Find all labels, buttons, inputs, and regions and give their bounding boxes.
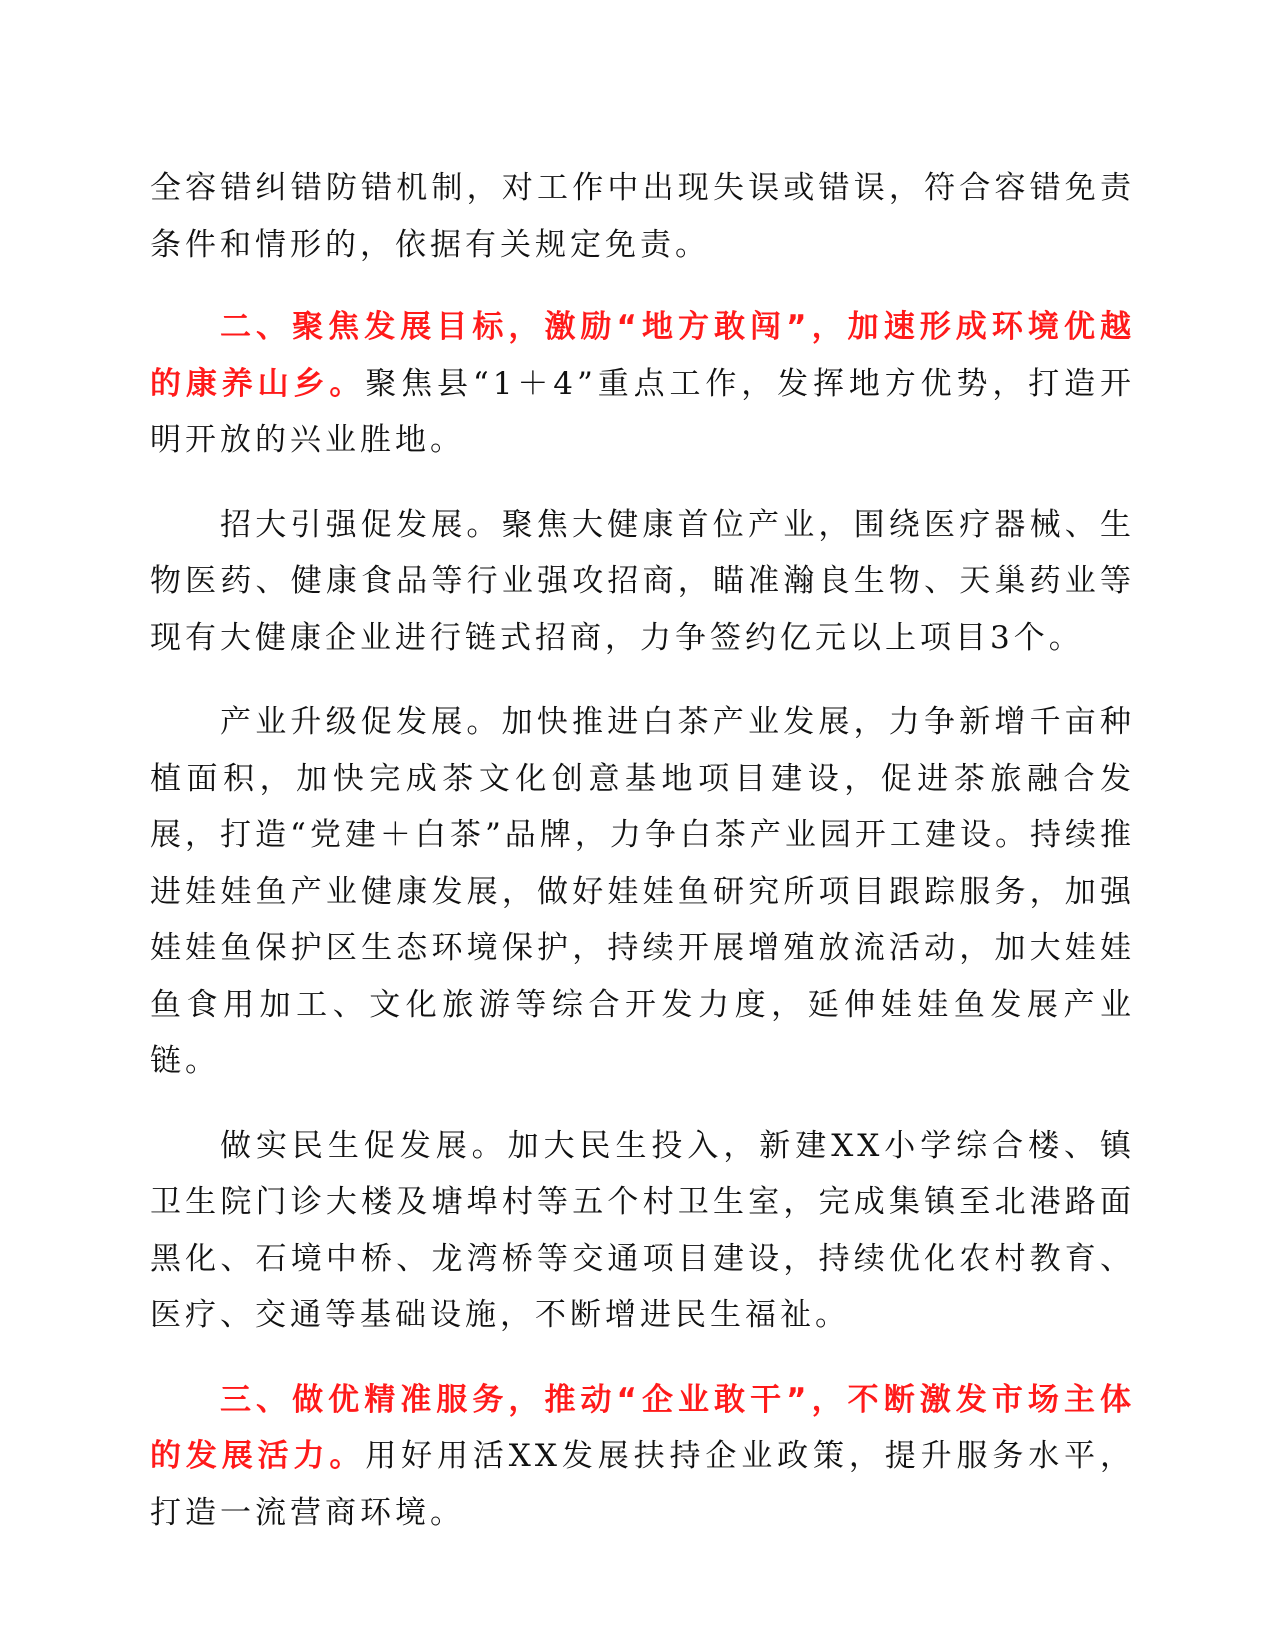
paragraph-investment bbox=[150, 497, 1135, 667]
section-three-text: 用好用活XX发展扶持企业政策，提升服务水平，打造一流营商环境。 bbox=[150, 1438, 1136, 1531]
paragraph-industry-upgrade bbox=[150, 694, 1135, 1090]
paragraph-text: 招大引强促发展。聚焦大健康首位产业，围绕医疗器械、生物医药、健康食品等行业强攻招商，瞄准瀚良生物、天巢药业等现有大健康企业进行链式招商，力争签约亿元以上项目3个。 bbox=[150, 506, 1135, 656]
section-two-heading: 二、聚焦发展目标，激励“地方敢闯”，加速形成环境优越的康养山乡。 bbox=[150, 309, 1135, 402]
paragraph-text: 产业升级促发展。加快推进白茶产业发展，力争新增千亩种植面积，加快完成茶文化创意基地项目建设，促进茶旅融合发展，打造“党建＋白茶”品牌，力争白茶产业园开工建设。持续推进娃娃鱼产业健康发展，做好娃娃鱼研究所项目跟踪服务，加强娃娃鱼保护区生态环境保护，持续开展增殖放流活动，加大娃娃鱼食用加工、文化旅游等综合开发力度，延伸娃娃鱼发展产业链。 bbox=[150, 704, 1135, 1079]
paragraph-text: 做实民生促发展。加大民生投入，新建XX小学综合楼、镇卫生院门诊大楼及塘埠村等五个村卫生室，完成集镇至北港路面黑化、石境中桥、龙湾桥等交通项目建设，持续优化农村教育、医疗、交通等基础设施，不断增进民生福祉。 bbox=[150, 1127, 1135, 1333]
paragraph-livelihood bbox=[150, 1118, 1135, 1344]
section-three-heading: 三、做优精准服务，推动“企业敢干”，不断激发市场主体的发展活力。 bbox=[150, 1381, 1135, 1474]
paragraph-continuation bbox=[150, 160, 1135, 273]
section-two-paragraph bbox=[150, 299, 1135, 469]
document-page bbox=[150, 160, 1135, 1569]
section-three-paragraph bbox=[150, 1372, 1135, 1542]
section-two-text: 聚焦县“1＋4”重点工作，发挥地方优势，打造开明开放的兴业胜地。 bbox=[150, 365, 1136, 458]
paragraph-text: 全容错纠错防错机制，对工作中出现失误或错误，符合容错免责条件和情形的，依据有关规定免责。 bbox=[150, 170, 1135, 263]
